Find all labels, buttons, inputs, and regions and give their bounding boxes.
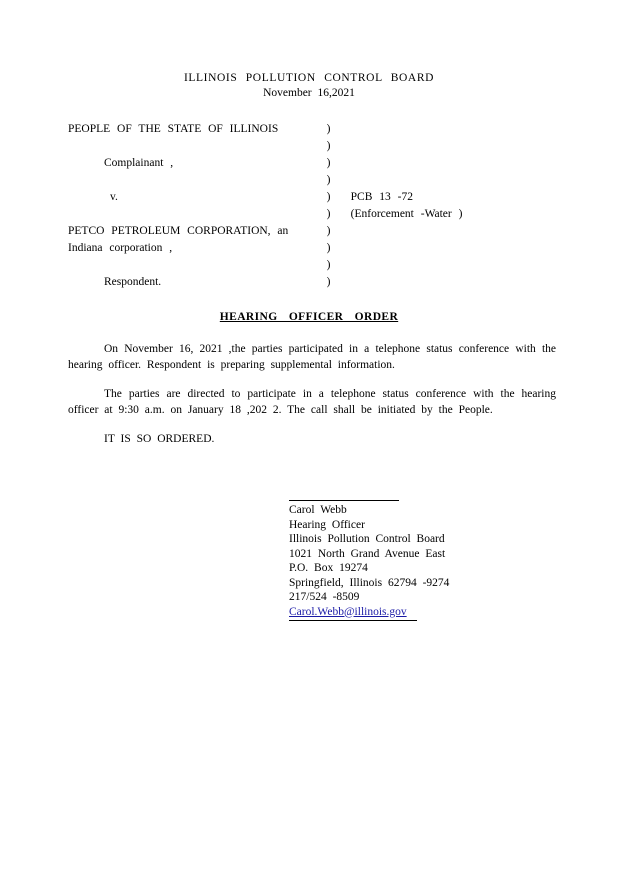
caption-row-petitioner (68, 121, 548, 138)
versus-label: v. (110, 191, 118, 203)
caption-right-blank (351, 121, 548, 138)
order-title-text: HEARING OFFICER ORDER (219, 311, 399, 323)
signer-name: Carol Webb (289, 504, 347, 516)
signer-address-line1: 1021 North Grand Avenue East (289, 547, 446, 560)
caption-right-blank (351, 172, 548, 189)
respondent-label: Respondent. (104, 276, 162, 288)
caption-left-blank (68, 138, 327, 155)
paren-mark: ) (326, 242, 331, 254)
case-caption (0, 121, 618, 291)
caption-table (68, 121, 548, 291)
complainant-label: Complainant , (104, 157, 174, 169)
caption-row-spacer-2 (68, 172, 548, 189)
caption-row-spacer-1 (68, 138, 548, 155)
case-number: PCB 13 -72 (350, 191, 413, 203)
caption-row-complainant (68, 155, 548, 172)
paragraph-2: The parties are directed to participate in a telephone status conference with the hearing officer at 9:30 a.m. on January 18 ,202 2. The call shall be initiated by the People. (68, 388, 556, 416)
signer-address-line3: Springfield, Illinois 62794 -9274 (289, 576, 450, 589)
paren-mark: ) (326, 208, 331, 220)
paren-mark: ) (326, 140, 331, 152)
signature-line (289, 500, 399, 501)
signer-address-line2: P.O. Box 19274 (289, 562, 368, 574)
order-title (0, 311, 618, 323)
caption-right-blank (351, 223, 548, 240)
paren-mark: ) (326, 191, 331, 203)
respondent-name-line1: PETCO PETROLEUM CORPORATION, an (68, 225, 289, 237)
court-name: ILLINOIS POLLUTION CONTROL BOARD (183, 72, 435, 84)
caption-left-blank (68, 172, 327, 189)
caption-right-blank (351, 240, 548, 257)
caption-row-versus (68, 189, 548, 206)
signer-title: Hearing Officer (289, 518, 365, 531)
caption-row-respondent-2 (68, 240, 548, 257)
paren-mark: ) (326, 174, 331, 186)
paren-mark: ) (326, 276, 331, 288)
caption-right-blank (351, 155, 548, 172)
caption-row-spacer-4 (68, 257, 548, 274)
paren-mark: ) (326, 225, 331, 237)
caption-row-respondent-1 (68, 223, 548, 240)
paren-mark: ) (326, 123, 331, 135)
paragraph-3: IT IS SO ORDERED. (104, 433, 215, 445)
respondent-name-line2: Indiana corporation , (68, 242, 173, 254)
signature-bottom-rule (289, 620, 417, 621)
signer-organization: Illinois Pollution Control Board (289, 533, 445, 545)
caption-right-blank (351, 257, 548, 274)
paren-mark: ) (326, 157, 331, 169)
petitioner-name: PEOPLE OF THE STATE OF ILLINOIS (68, 123, 279, 135)
case-type: (Enforcement -Water ) (350, 208, 463, 220)
caption-left-blank (68, 257, 327, 274)
signer-phone: 217/524 -8509 (289, 591, 360, 603)
signature-block (289, 500, 529, 621)
paren-mark: ) (326, 259, 331, 271)
caption-left-blank (68, 206, 327, 223)
caption-row-spacer-3 (68, 206, 548, 223)
document-date: November 16,2021 (263, 87, 355, 99)
order-body (0, 341, 618, 447)
signer-email-row (289, 605, 529, 620)
caption-row-respondent-label (68, 274, 548, 291)
document-header (0, 72, 618, 99)
signer-email-link[interactable]: Carol.Webb@illinois.gov (289, 605, 407, 618)
paragraph-1: On November 16, 2021 ,the parties participated in a telephone status conference with the hearing officer. Respondent is preparing supplemental information. (68, 343, 556, 371)
caption-right-blank (351, 138, 548, 155)
document-page (0, 72, 618, 872)
caption-right-blank (351, 274, 548, 291)
